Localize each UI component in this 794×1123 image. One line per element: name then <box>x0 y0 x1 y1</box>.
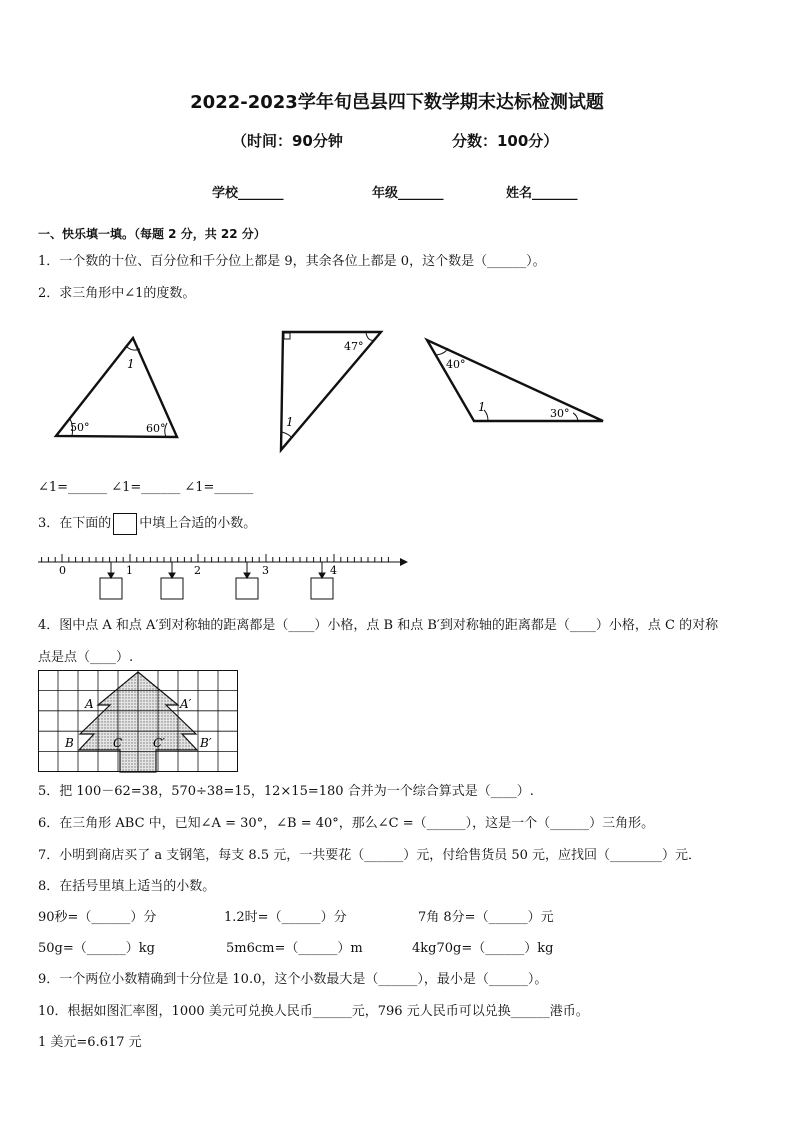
t3-angle-a: 40° <box>446 358 466 371</box>
t2-angle-a: 47° <box>344 340 364 353</box>
sample-box <box>113 513 137 535</box>
question-4-line2: 点是点（____）. <box>38 650 134 665</box>
exam-score: 分数：100分） <box>452 132 559 150</box>
symmetry-grid <box>38 670 240 774</box>
answer-box-4[interactable] <box>311 578 333 599</box>
t1-angle-b: 60° <box>146 422 166 435</box>
t1-angle1: 1 <box>127 357 135 371</box>
q8-item-5: 5m6cm=（______）m <box>226 941 363 956</box>
q8-item-2: 1.2时=（______）分 <box>224 910 347 925</box>
page-title: 2022-2023学年旬邑县四下数学期末达标检测试题 <box>190 92 604 113</box>
question-3 <box>38 512 256 535</box>
answer-box-3[interactable] <box>236 578 258 599</box>
point-C-prime: C′ <box>153 736 165 750</box>
school-field: 学校_______ <box>212 186 284 201</box>
tick-2: 2 <box>194 564 201 577</box>
exchange-rate: 1 美元=6.617 元 <box>38 1035 142 1050</box>
section-heading: 一、快乐填一填。（每题 2 分，共 22 分） <box>38 227 266 241</box>
tick-1: 1 <box>126 564 133 577</box>
answer-box-2[interactable] <box>161 578 183 599</box>
tick-4: 4 <box>330 564 337 577</box>
question-1: 1．一个数的十位、百分位和千分位上都是 9，其余各位上都是 0，这个数是（______）。 <box>38 254 546 269</box>
point-C: C <box>113 736 123 750</box>
question-5: 5．把 100－62=38，570÷38=15，12×15=180 合并为一个综合算式是（____）. <box>38 784 534 799</box>
point-B-prime: B′ <box>200 736 212 750</box>
q8-item-3: 7角 8分=（______）元 <box>418 910 554 925</box>
q3-text-after: 中填上合适的小数。 <box>139 516 257 531</box>
triangle-figures <box>0 320 794 460</box>
question-8: 8．在括号里填上适当的小数。 <box>38 879 216 894</box>
question-9: 9．一个两位小数精确到十分位是 10.0，这个小数最大是（______），最小是（______）。 <box>38 972 548 987</box>
question-4-line1: 4．图中点 A 和点 A′到对称轴的距离都是（____）小格，点 B 和点 B′到对称轴的距离都是（____）小格，点 C 的对称 <box>38 618 719 633</box>
question-6: 6．在三角形 ABC 中，已知∠A = 30°，∠B = 40°，那么∠C =（______），这是一个（______）三角形。 <box>38 816 655 831</box>
question-10: 10．根据如图汇率图，1000 美元可兑换人民币______元，796 元人民币可以兑换______港币。 <box>38 1004 589 1019</box>
point-A-prime: A′ <box>180 697 192 711</box>
q3-text-before: 3．在下面的 <box>38 516 112 531</box>
t2-angle1: 1 <box>286 415 294 429</box>
tick-3: 3 <box>262 564 269 577</box>
answer-box-1[interactable] <box>100 578 122 599</box>
question-2-answers: ∠1=______ ∠1=______ ∠1=______ <box>38 480 254 495</box>
name-field: 姓名_______ <box>506 186 578 201</box>
point-B: B <box>65 736 74 750</box>
t1-angle-a: 50° <box>70 421 90 434</box>
number-line <box>0 548 794 604</box>
q8-item-4: 50g=（______）kg <box>38 941 155 956</box>
t3-angle1: 1 <box>478 400 486 414</box>
q8-item-6: 4kg70g=（______）kg <box>412 941 554 956</box>
tick-0: 0 <box>59 564 66 577</box>
t3-angle-b: 30° <box>550 407 570 420</box>
question-2: 2．求三角形中∠1的度数。 <box>38 286 196 301</box>
q8-item-1: 90秒=（______）分 <box>38 910 157 925</box>
exam-time: （时间：90分钟 <box>232 132 343 150</box>
question-7: 7．小明到商店买了 a 支钢笔，每支 8.5 元，一共要花（______）元，付给售货员 50 元，应找回（________）元． <box>38 848 702 863</box>
point-A: A <box>85 697 94 711</box>
grade-field: 年级_______ <box>372 186 444 201</box>
